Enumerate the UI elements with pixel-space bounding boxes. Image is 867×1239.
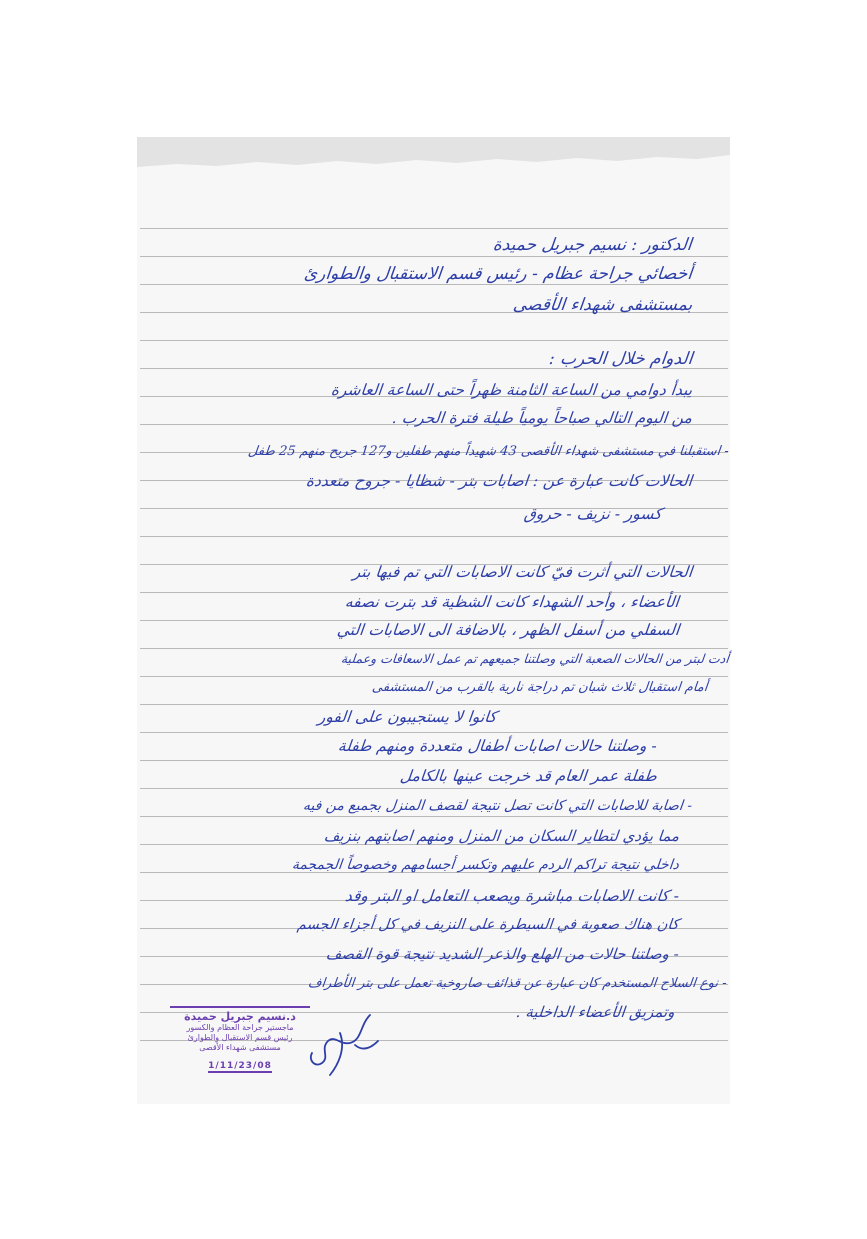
ruled-line [140, 760, 728, 761]
section-title: الدوام خلال الحرب : [547, 349, 694, 369]
header-doctor-name: الدكتور : نسيم جبريل حميدة [492, 235, 694, 255]
ruled-line [140, 788, 728, 789]
header-specialty: أخصائي جراحة عظام - رئيس قسم الاستقبال والطوارئ [302, 264, 694, 284]
stamp-code: 1/11/23/08 [208, 1061, 272, 1071]
body-line: - استقبلنا في مستشفى شهداء الأقصى 43 شهيداً منهم طفلين و127 جريح منهم 25 طفل [247, 444, 730, 459]
body-line: كانوا لا يستجيبون على الفور [317, 708, 498, 726]
handwritten-signature [300, 1005, 390, 1080]
ruled-line [140, 732, 728, 733]
body-line: - نوع السلاح المستخدم كان عبارة عن قذائف صاروخية تعمل على بتر الأطراف [307, 976, 728, 991]
body-line: أدت لبتر من الحالات الصعبة التي وصلتنا جميعهم تم عمل الاسعافات وعملية [340, 651, 730, 666]
body-line: الأعضاء ، وأحد الشهداء كانت الشظية قد بترت نصفه [344, 593, 680, 611]
stamp-title: ماجستير جراحة العظام والكسور [186, 1023, 294, 1032]
body-line: - وصلتنا حالات من الهلع والذعر الشديد نتيجة قوة القصف [325, 945, 680, 963]
ruled-line [140, 228, 728, 229]
body-line: أمام استقبال ثلاث شبان تم دراجة نارية بالقرب من المستشفى [370, 680, 708, 695]
stamp-hospital: مستشفى شهداء الأقصى [199, 1043, 281, 1052]
header-hospital: بمستشفى شهداء الأقصى [511, 295, 694, 315]
ruled-line [140, 340, 728, 341]
body-line: مما يؤدي لتطاير السكان من المنزل ومنهم اصابتهم بنزيف [322, 827, 680, 845]
body-line: طفلة عمر العام قد خرجت عينها بالكامل [399, 767, 658, 785]
official-stamp [170, 1006, 310, 1071]
body-line: من اليوم التالي صباحاً يومياً طيلة فترة الحرب . [390, 409, 693, 427]
body-line: الحالات التي أثرت فيّ كانت الاصابات التي تم فيها بتر [351, 563, 693, 581]
body-line: كسور - نزيف - حروق [523, 505, 663, 523]
body-line: يبدأ دوامي من الساعة الثامنة ظهراً حتى الساعة العاشرة [329, 381, 693, 399]
body-line: الحالات كانت عبارة عن : اصابات بتر - شظايا - جروح متعددة [304, 472, 693, 490]
body-line: - اصابة للاصابات التي كانت تصل نتيجة لقصف المنزل بجميع من فيه [302, 798, 693, 814]
body-line: داخلي نتيجة تراكم الردم عليهم وتكسر أجسامهم وخصوصاً الجمجمة [291, 857, 680, 873]
body-line: كان هناك صعوبة في السيطرة على النزيف في كل أجزاء الجسم [296, 917, 680, 933]
body-line: - كانت الاصابات مباشرة ويصعب التعامل او البتر وقد [344, 887, 680, 905]
ruled-line [140, 536, 728, 537]
body-line: وتمزيق الأعضاء الداخلية . [515, 1003, 676, 1021]
stamp-department: رئيس قسم الاستقبال والطوارئ [187, 1033, 293, 1042]
body-line: السفلي من أسفل الظهر ، بالاضافة الى الاصابات التي [335, 621, 680, 639]
body-line: - وصلتنا حالات اصابات أطفال متعددة ومنهم طفلة [337, 737, 658, 755]
torn-edge [137, 137, 730, 177]
stamp-name: د.نسيم جبريل حميدة [170, 1006, 310, 1023]
